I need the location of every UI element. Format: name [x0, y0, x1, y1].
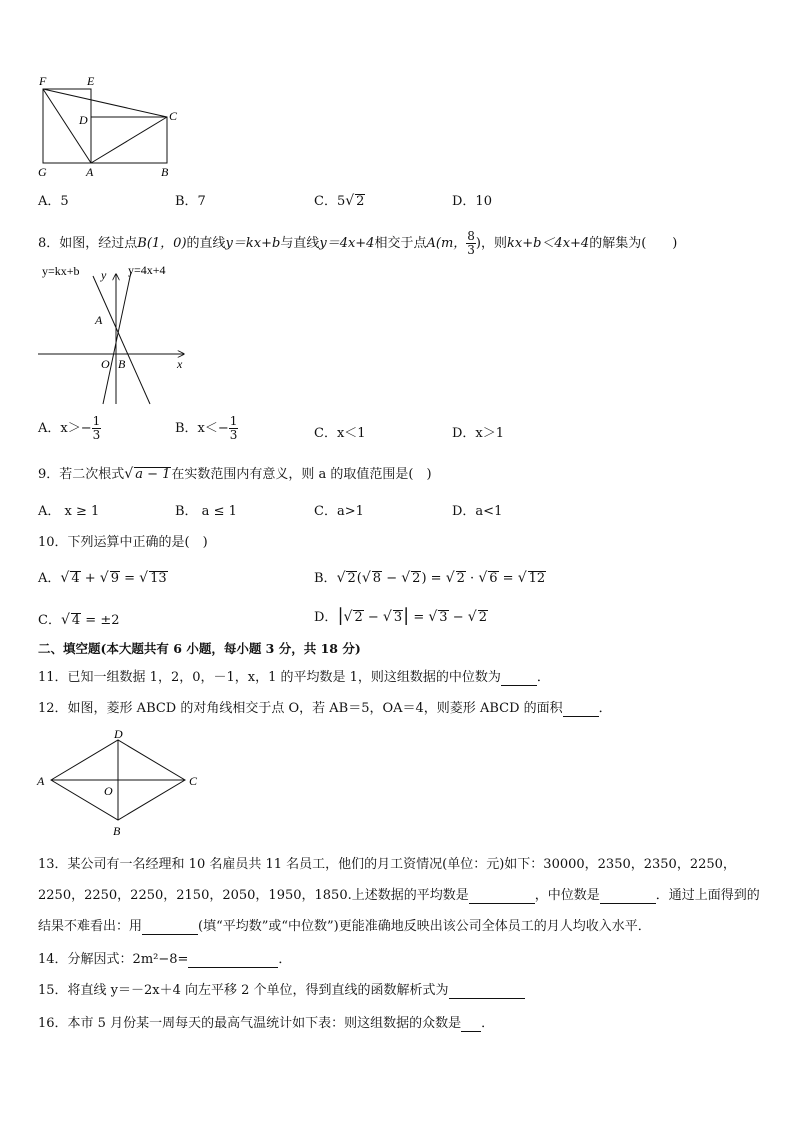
q9-suffix: 在实数范围内有意义，则 a 的取值范围是( ) [171, 467, 432, 482]
label-y-axis: y [101, 268, 107, 282]
q14-text: 14．分解因式：2m²−8= [38, 952, 189, 967]
q10-b-label: B． [314, 571, 337, 586]
q10-option-b: B．√ 2(√ 8 − √ 2) = √ 2 · √ 6 = √ 12 [314, 570, 546, 586]
q10-d-r2: 3 [393, 610, 403, 625]
q8-mid3: 相交于点 [374, 236, 427, 251]
q12-stem [38, 697, 612, 717]
q10-c-r1: 4 [71, 613, 81, 628]
q8-option-b [175, 411, 238, 447]
q13-line2a: 2250，2250，2250，2150，2050，1950，1850.上述数据的平均数是 [38, 888, 469, 903]
label-a: A [86, 165, 94, 179]
q11-blank[interactable] [501, 670, 537, 686]
segment-fc [43, 89, 167, 117]
q8-inequality: kx+b＜4x+4 [507, 236, 590, 251]
q12-blank[interactable] [563, 701, 599, 717]
q8-mid1: 的直线 [186, 236, 226, 251]
q7-option-c-radicand: 2 [356, 194, 365, 209]
q8-point-a: A(m， [426, 236, 467, 251]
q8-point-b: B(1，0) [137, 236, 187, 251]
q9-option-a: A． x ≥ 1 [38, 504, 100, 519]
q14-stem [38, 948, 291, 968]
line-kx-b [93, 276, 150, 404]
q10-option-a: A．√ 4 + √ 9 = √ 13 [38, 570, 167, 586]
q10-a-op: + [84, 571, 96, 586]
q10-c-label: C． [38, 613, 61, 628]
q10-d-label: D． [314, 610, 338, 625]
q8-option-b-prefix: B．x＜− [175, 421, 229, 436]
q8-option-b-num: 1 [229, 414, 238, 429]
q8-line2: y＝4x+4 [319, 236, 375, 251]
q9-stem: 9．若二次根式√ a − 1在实数范围内有意义，则 a 的取值范围是( ) [38, 466, 432, 482]
q13-line2c: ．通过上面得到的 [655, 888, 760, 903]
q11-text: 11．已知一组数据 1，2，0，－1，x，1 的平均数是 1，则这组数据的中位数为 [38, 670, 501, 685]
q10-b-r5: 6 [489, 571, 498, 586]
q8-suffix: 的解集为( ) [589, 236, 678, 251]
q10-b-eq: = [502, 571, 514, 586]
q12-end: ． [598, 701, 612, 716]
q8-line1: y＝kx+b [225, 236, 281, 251]
q10-b-r6: 12 [528, 571, 546, 586]
q10-b-r4: 2 [456, 571, 465, 586]
q10-b-open: ( [356, 571, 362, 586]
q12-figure [34, 725, 206, 837]
q8-prefix: 8．如图，经过点 [38, 236, 138, 251]
label-x-axis: x [177, 357, 183, 371]
q10-b-r2: 8 [372, 571, 382, 586]
q8-close: )，则 [475, 236, 507, 251]
q13-line1: 13．某公司有一名经理和 10 名雇员共 11 名员工，他们的月工资情况(单位：元)如下：30000，2350，2350，2250， [38, 857, 736, 872]
q10-b-r1: 2 [347, 571, 356, 586]
label-o: O [104, 784, 113, 798]
label-f: F [39, 74, 47, 88]
q11-stem [38, 666, 550, 686]
q9-radicand: a − 1 [135, 467, 171, 482]
q8-option-a-frac [92, 415, 102, 441]
q10-option-d: D．|√ 2 − √ 3| = √ 3 − √ 2 [314, 605, 487, 626]
label-point-b: B [118, 357, 126, 371]
q13-blank-choice[interactable] [142, 919, 198, 935]
label-e: E [87, 74, 95, 88]
q7-option-d: D．10 [452, 194, 492, 209]
q7-option-c: C．5√ 2 [314, 193, 365, 209]
q8-figure [34, 262, 194, 410]
label-line2: y=4x+4 [128, 263, 166, 277]
q13-line2 [38, 884, 760, 904]
q10-d-eq: = [413, 610, 425, 625]
label-b: B [161, 165, 169, 179]
label-point-a: A [95, 313, 103, 327]
q12-text: 12．如图，菱形 ABCD 的对角线相交于点 O，若 AB＝5，OA＝4，则菱形 ABCD 的面积 [38, 701, 563, 716]
label-d: D [79, 113, 88, 127]
q10-a-r3: 13 [150, 571, 167, 586]
q10-a-r1: 4 [71, 571, 80, 586]
q9-prefix: 9．若二次根式 [38, 467, 125, 482]
q10-b-minus: − [386, 571, 398, 586]
q8-mid2: 与直线 [280, 236, 320, 251]
q13-blank-median[interactable] [600, 888, 656, 904]
q8-option-a-den: 3 [92, 428, 101, 442]
q8-option-a-num: 1 [92, 414, 101, 429]
q16-end: ． [481, 1016, 495, 1031]
q7-figure [34, 72, 194, 182]
q9-option-d: D．a<1 [452, 504, 503, 519]
label-a: A [37, 774, 45, 788]
q8-fraction [466, 230, 476, 256]
q16-blank[interactable] [461, 1016, 481, 1032]
q16-text: 16．本市 5 月份某一周每天的最高气温统计如下表：则这组数据的众数是 [38, 1016, 462, 1031]
q13-line3b: (填“平均数”或“中位数”)更能准确地反映出该公司全体员工的月人均收入水平． [198, 919, 651, 934]
q14-end: ． [278, 952, 292, 967]
q10-d-r1: 2 [354, 610, 363, 625]
q7-option-a: A．5 [38, 194, 69, 209]
q7-option-b: B．7 [175, 194, 206, 209]
q10-c-rest: = ±2 [85, 613, 120, 628]
q10-stem: 10．下列运算中正确的是( ) [38, 535, 208, 550]
q15-blank[interactable] [449, 983, 525, 999]
q10-d-minus2: − [452, 610, 464, 625]
q13-line3 [38, 915, 651, 935]
q16-stem [38, 1012, 494, 1032]
q9-option-b: B． a ≤ 1 [175, 504, 237, 519]
q8-option-a-prefix: A．x＞− [38, 421, 92, 436]
q8-option-c: C．x＜1 [314, 426, 366, 441]
label-d: D [114, 727, 123, 741]
q8-frac-den: 3 [467, 243, 475, 257]
q10-d-r4: 2 [478, 610, 487, 625]
label-origin: O [101, 357, 110, 371]
q9-option-c: C．a>1 [314, 504, 364, 519]
q13-line2b: ，中位数是 [534, 888, 600, 903]
q8-option-b-frac [229, 415, 239, 441]
q10-option-c: C．√ 4 = ±2 [38, 612, 120, 628]
section-heading: 二、填空题(本大题共有 6 小题，每小题 3 分，共 18 分) [38, 641, 361, 656]
label-g: G [38, 165, 47, 179]
q13-line3a: 结果不难看出：用 [38, 919, 143, 934]
q7-option-c-label: C．5 [314, 194, 346, 209]
line-4x-4 [103, 272, 131, 404]
q8-stem [38, 227, 677, 261]
q8-frac-num: 8 [467, 229, 475, 244]
segment-ac [91, 117, 167, 163]
q10-b-close: ) = [421, 571, 442, 586]
q10-a-eq: = [124, 571, 136, 586]
label-c: C [189, 774, 198, 788]
q10-a-label: A． [38, 571, 61, 586]
label-line1: y=kx+b [42, 264, 80, 278]
q10-b-r3: 2 [412, 571, 421, 586]
q14-blank[interactable] [188, 952, 278, 968]
label-b: B [113, 824, 121, 837]
q13-blank-mean[interactable] [469, 888, 535, 904]
q10-a-r2: 9 [110, 571, 119, 586]
q11-end: ． [536, 670, 550, 685]
q10-d-minus: − [367, 610, 379, 625]
q15-stem [38, 979, 525, 999]
q8-option-d: D．x＞1 [452, 426, 505, 441]
q8-option-a [38, 411, 101, 447]
label-c: C [169, 109, 178, 123]
q15-text: 15．将直线 y＝－2x＋4 向左平移 2 个单位，得到直线的函数解析式为 [38, 983, 449, 998]
q10-b-dot: · [470, 571, 475, 586]
q8-option-b-den: 3 [229, 428, 238, 442]
q10-d-r3: 3 [439, 610, 448, 625]
